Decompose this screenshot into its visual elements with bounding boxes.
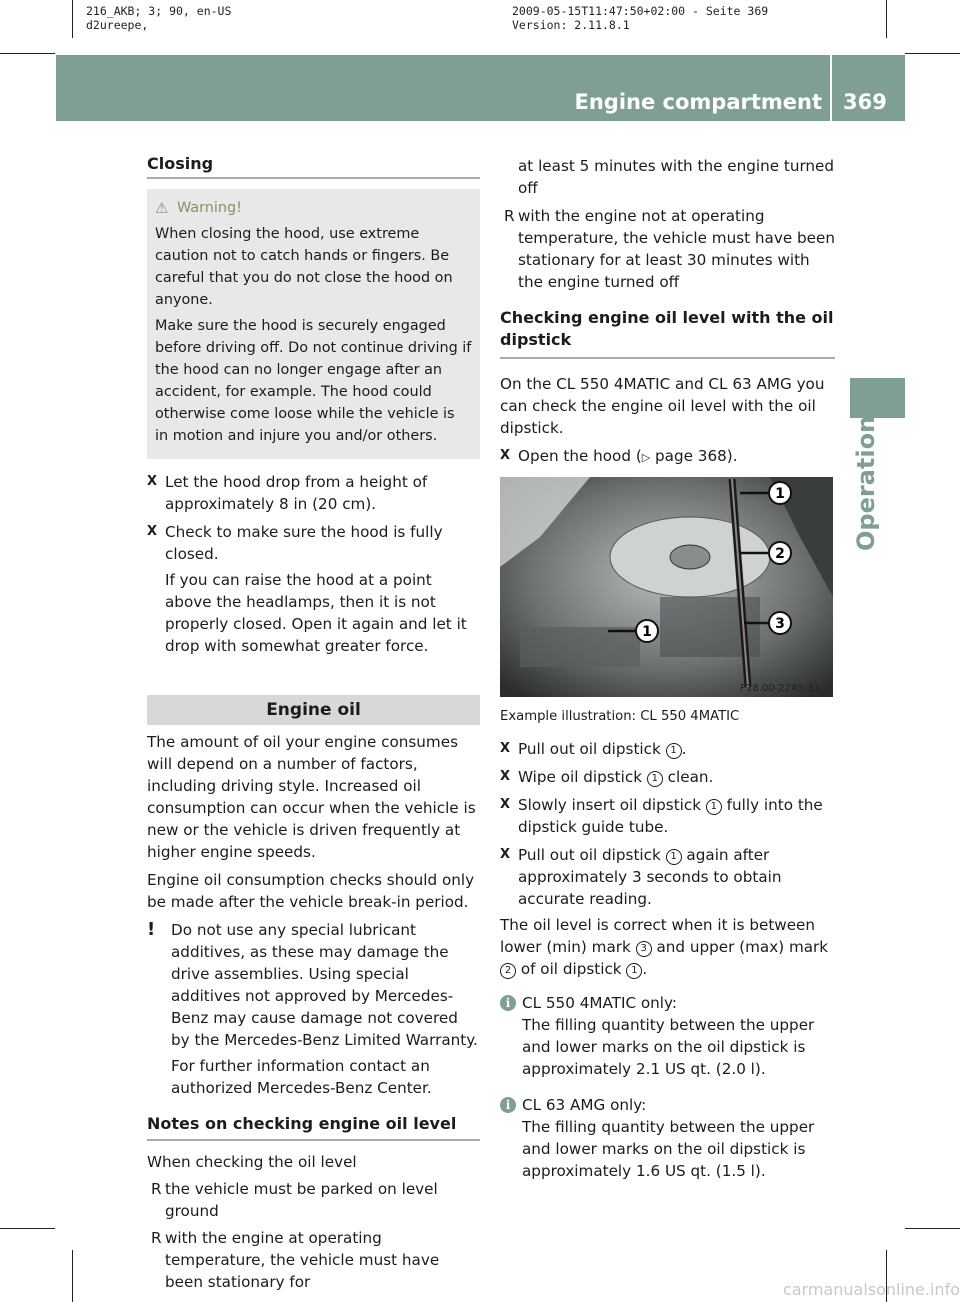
step-text: Open the hood ( bbox=[518, 447, 642, 465]
step-marker: X bbox=[147, 474, 158, 489]
warning-paragraph: When closing the hood, use extreme caution not to catch hands or fingers. Be careful that you do not close the hood on anyone. bbox=[155, 226, 453, 308]
bullet-item bbox=[500, 205, 835, 293]
crop-mark bbox=[0, 53, 55, 54]
info-note bbox=[500, 1094, 840, 1182]
meta-line: d2ureepe, bbox=[86, 18, 149, 32]
info-text: The filling quantity between the upper and lower marks on the oil dipstick is approximately 2.1 US qt. (2.0 l). bbox=[522, 1016, 815, 1078]
figure-caption: Example illustration: CL 550 4MATIC bbox=[500, 709, 740, 724]
crop-mark bbox=[72, 1250, 73, 1302]
meta-line: 2009-05-15T11:47:50+02:00 - Seite 369 bbox=[512, 4, 769, 18]
header-separator bbox=[830, 55, 832, 121]
warning-box bbox=[147, 189, 480, 459]
side-tab-label: Operation bbox=[852, 415, 880, 551]
crop-mark bbox=[886, 0, 887, 38]
crop-mark bbox=[72, 0, 73, 38]
bullet-marker: R bbox=[151, 1229, 162, 1247]
step-marker: X bbox=[500, 741, 511, 756]
side-tab-marker bbox=[850, 378, 905, 418]
step-marker: X bbox=[500, 847, 511, 862]
callout-label: 1 bbox=[642, 624, 652, 640]
caution-text: For further information contact an authorized Mercedes-Benz Center. bbox=[171, 1057, 432, 1097]
engine-oil-heading: Engine oil bbox=[147, 695, 480, 725]
page-ref-arrow-icon: ▷ bbox=[641, 451, 651, 464]
right-column bbox=[500, 155, 835, 469]
bullet-item bbox=[147, 1227, 480, 1293]
meta-line: Version: 2.11.8.1 bbox=[512, 18, 630, 32]
page-number: 369 bbox=[843, 90, 887, 114]
callout-ref: 1 bbox=[666, 743, 682, 759]
meta-line: 216_AKB; 3; 90, en-US bbox=[86, 4, 232, 18]
bullet-text: with the engine not at operating temperature, the vehicle must have been stationary for at least 30 minutes with the engine turned off bbox=[518, 207, 835, 291]
side-tab bbox=[852, 415, 892, 551]
bullet-marker: R bbox=[151, 1180, 162, 1198]
closing-heading: Closing bbox=[147, 154, 214, 173]
bullet-text: the vehicle must be parked on level ground bbox=[165, 1180, 438, 1220]
step-text: fully into the dipstick guide tube. bbox=[518, 796, 823, 836]
info-title: CL 550 4MATIC only: bbox=[522, 994, 678, 1012]
engine-emblem bbox=[670, 545, 710, 569]
step-text: again after approximately 3 seconds to obtain accurate reading. bbox=[518, 846, 782, 908]
print-meta-left bbox=[86, 4, 231, 32]
step-text: Let the hood drop from a height of approximately 8 in (20 cm). bbox=[165, 473, 428, 513]
callout-ref: 3 bbox=[636, 941, 652, 957]
right-column-lower bbox=[500, 706, 840, 1182]
step-text: Wipe oil dipstick bbox=[518, 768, 647, 786]
step-marker: X bbox=[147, 524, 158, 539]
instruction-step bbox=[500, 738, 840, 760]
step-text: Pull out oil dipstick bbox=[518, 740, 666, 758]
photo-code: P18.00-2245-31 bbox=[740, 683, 821, 694]
info-title: CL 63 AMG only: bbox=[522, 1096, 647, 1114]
callout-label: 3 bbox=[775, 616, 785, 632]
caution-text: Do not use any special lubricant additives, as these may damage the drive assemblies. Using special additives not approved by Mercedes-Benz may cause damage not covered by the Mercedes-Benz Limited Warranty. bbox=[171, 921, 478, 1049]
callout-label: 1 bbox=[775, 486, 785, 502]
crop-mark bbox=[905, 53, 960, 54]
crop-mark bbox=[0, 1228, 55, 1229]
bullet-marker: R bbox=[504, 207, 515, 225]
info-note bbox=[500, 992, 840, 1080]
left-column bbox=[147, 153, 480, 1293]
heading-rule bbox=[500, 357, 835, 359]
paragraph: When checking the oil level bbox=[147, 1153, 357, 1171]
text-run: The oil level is correct when it is between lower (min) mark bbox=[500, 916, 816, 956]
step-text: Check to make sure the hood is fully closed. bbox=[165, 523, 443, 563]
instruction-step bbox=[500, 794, 840, 838]
crop-mark bbox=[905, 1228, 960, 1229]
callout-ref: 1 bbox=[706, 799, 722, 815]
watermark: carmanualsonline.info bbox=[782, 1280, 960, 1299]
instruction-step bbox=[147, 521, 480, 657]
bullet-text: with the engine at operating temperature, the vehicle must have been stationary for bbox=[165, 1229, 440, 1291]
heading-rule bbox=[147, 177, 480, 179]
info-text: The filling quantity between the upper and lower marks on the oil dipstick is approximately 1.6 US qt. (1.5 l). bbox=[522, 1118, 815, 1180]
step-text: Pull out oil dipstick bbox=[518, 846, 666, 864]
text-run: of oil dipstick bbox=[516, 960, 627, 978]
warning-paragraph: Make sure the hood is securely engaged before driving off. Do not continue driving if the hood can no longer engage after an accident, for example. The hood could otherwise come loose while the vehicle is in motion and injure you and/or others. bbox=[155, 318, 472, 444]
bullet-item bbox=[147, 1178, 480, 1222]
print-meta-right bbox=[512, 4, 768, 32]
notes-heading: Notes on checking engine oil level bbox=[147, 1114, 457, 1133]
step-marker: X bbox=[500, 769, 511, 784]
caution-note bbox=[147, 919, 480, 1099]
instruction-step bbox=[147, 471, 480, 515]
callout-label: 2 bbox=[775, 546, 785, 562]
callout-ref: 2 bbox=[500, 963, 516, 979]
heading-rule bbox=[147, 1139, 480, 1141]
engine-photo bbox=[500, 477, 833, 697]
warning-title: ⚠ Warning! bbox=[177, 197, 472, 219]
dipstick-heading: Checking engine oil level with the oil dipstick bbox=[500, 308, 834, 349]
instruction-step bbox=[500, 844, 840, 910]
paragraph bbox=[500, 914, 840, 980]
page-title: Engine compartment bbox=[574, 90, 822, 114]
text-run: . bbox=[642, 960, 648, 978]
step-marker: X bbox=[500, 797, 511, 812]
callout-ref: 1 bbox=[647, 771, 663, 787]
instruction-step bbox=[500, 445, 835, 469]
step-text: Slowly insert oil dipstick bbox=[518, 796, 706, 814]
paragraph: The amount of oil your engine consumes will depend on a number of factors, including driving style. Increased oil consumption can occur when the vehicle is new or the vehicle is driven frequently at higher engine speeds. bbox=[147, 733, 476, 861]
step-text: clean. bbox=[662, 768, 714, 786]
page-reference-link[interactable]: page 368). bbox=[650, 447, 738, 465]
step-marker: X bbox=[500, 448, 511, 463]
step-note: If you can raise the hood at a point above the headlamps, then it is not properly closed. Open it again and let it drop with somewhat greater force. bbox=[165, 571, 467, 655]
instruction-step bbox=[500, 766, 840, 788]
photo-detail bbox=[520, 627, 640, 667]
step-text: . bbox=[681, 740, 687, 758]
callout-ref: 1 bbox=[626, 963, 642, 979]
bullet-continuation: at least 5 minutes with the engine turned off bbox=[518, 157, 835, 197]
info-icon: i bbox=[500, 995, 516, 1011]
callout-ref: 1 bbox=[666, 849, 682, 865]
caution-icon: ! bbox=[147, 919, 156, 940]
paragraph: Engine oil consumption checks should only be made after the vehicle break-in period. bbox=[147, 871, 475, 911]
info-icon: i bbox=[500, 1097, 516, 1113]
text-run: and upper (max) mark bbox=[651, 938, 829, 956]
paragraph: On the CL 550 4MATIC and CL 63 AMG you can check the engine oil level with the oil dipstick. bbox=[500, 375, 825, 437]
